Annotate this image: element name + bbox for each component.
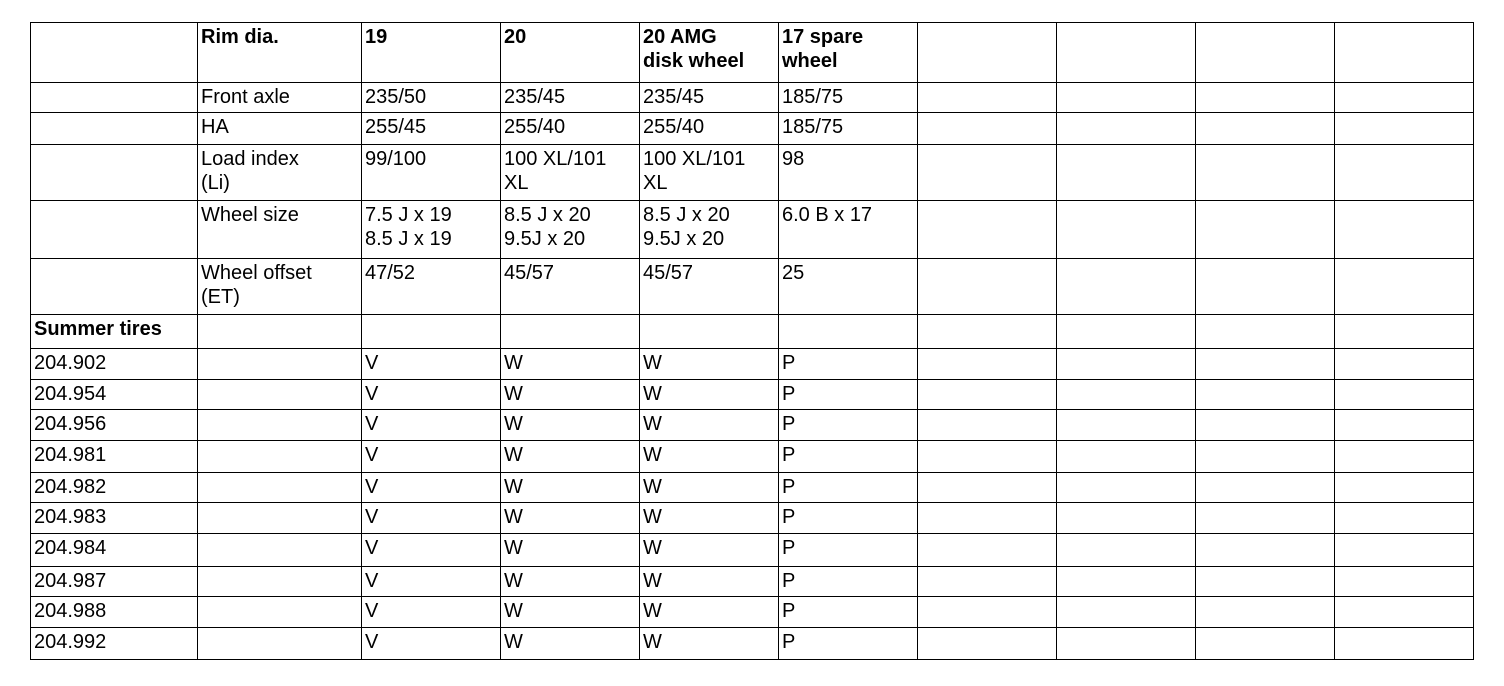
empty-cell <box>1335 441 1474 473</box>
model-id: 204.984 <box>31 534 198 567</box>
empty-cell <box>1196 315 1335 349</box>
speed-rating: V <box>362 473 501 503</box>
empty-cell <box>1335 259 1474 315</box>
empty-cell <box>1057 473 1196 503</box>
header-row <box>31 23 1474 83</box>
model-id: 204.983 <box>31 503 198 534</box>
header-col-19: 19 <box>362 23 501 83</box>
speed-rating: P <box>779 410 918 441</box>
empty-cell <box>918 23 1057 83</box>
empty-cell <box>1057 201 1196 259</box>
empty-cell <box>198 473 362 503</box>
speed-rating: V <box>362 410 501 441</box>
model-id: 204.987 <box>31 567 198 597</box>
empty-cell <box>198 349 362 380</box>
summer-tires-heading: Summer tires <box>31 315 198 349</box>
speed-rating: W <box>640 349 779 380</box>
wheel-offset-value: 47/52 <box>362 259 501 315</box>
speed-rating: W <box>640 567 779 597</box>
empty-cell <box>1057 113 1196 145</box>
model-id: 204.956 <box>31 410 198 441</box>
empty-cell <box>1057 259 1196 315</box>
empty-cell <box>1057 534 1196 567</box>
empty-cell <box>1335 473 1474 503</box>
wheel-size-value: 6.0 B x 17 <box>779 201 918 259</box>
empty-cell <box>198 380 362 410</box>
empty-cell <box>1057 23 1196 83</box>
header-col-20-amg: 20 AMG disk wheel <box>640 23 779 83</box>
empty-cell <box>198 410 362 441</box>
model-row <box>31 349 1474 380</box>
load-index-label: Load index (Li) <box>198 145 362 201</box>
empty-cell <box>918 567 1057 597</box>
front-axle-value: 235/45 <box>640 83 779 113</box>
empty-cell <box>1196 534 1335 567</box>
speed-rating: W <box>501 534 640 567</box>
wheel-offset-value: 45/57 <box>501 259 640 315</box>
speed-rating: W <box>501 441 640 473</box>
empty-cell <box>918 534 1057 567</box>
wheel-offset-value: 25 <box>779 259 918 315</box>
model-id: 204.954 <box>31 380 198 410</box>
speed-rating: V <box>362 503 501 534</box>
empty-cell <box>1335 380 1474 410</box>
empty-cell <box>1196 201 1335 259</box>
ha-value: 255/45 <box>362 113 501 145</box>
empty-cell <box>1335 628 1474 660</box>
empty-cell <box>1196 349 1335 380</box>
model-row <box>31 503 1474 534</box>
empty-cell <box>1335 315 1474 349</box>
speed-rating: W <box>640 410 779 441</box>
speed-rating: W <box>640 628 779 660</box>
speed-rating: W <box>501 628 640 660</box>
empty-cell <box>1057 503 1196 534</box>
empty-cell <box>1057 410 1196 441</box>
model-row <box>31 567 1474 597</box>
empty-cell <box>918 628 1057 660</box>
ha-value: 185/75 <box>779 113 918 145</box>
model-id: 204.992 <box>31 628 198 660</box>
speed-rating: V <box>362 567 501 597</box>
speed-rating: P <box>779 534 918 567</box>
empty-cell <box>1196 380 1335 410</box>
empty-cell <box>1335 567 1474 597</box>
empty-cell <box>1335 503 1474 534</box>
speed-rating: V <box>362 380 501 410</box>
model-row <box>31 628 1474 660</box>
wheel-size-value: 8.5 J x 20 9.5J x 20 <box>501 201 640 259</box>
front-axle-row <box>31 83 1474 113</box>
wheel-offset-row <box>31 259 1474 315</box>
model-row <box>31 473 1474 503</box>
rim-dia-header: Rim dia. <box>198 23 362 83</box>
speed-rating: V <box>362 349 501 380</box>
empty-cell <box>1335 597 1474 628</box>
empty-cell <box>918 145 1057 201</box>
wheel-size-label: Wheel size <box>198 201 362 259</box>
header-corner-cell <box>31 23 198 83</box>
model-row <box>31 534 1474 567</box>
wheel-offset-value: 45/57 <box>640 259 779 315</box>
empty-cell <box>1196 145 1335 201</box>
empty-cell <box>918 441 1057 473</box>
summer-tires-section-row <box>31 315 1474 349</box>
load-index-value: 100 XL/101 XL <box>501 145 640 201</box>
empty-cell <box>640 315 779 349</box>
speed-rating: W <box>640 473 779 503</box>
wheel-size-row <box>31 201 1474 259</box>
empty-cell <box>1196 567 1335 597</box>
speed-rating: W <box>501 380 640 410</box>
empty-cell <box>1335 113 1474 145</box>
ha-value: 255/40 <box>640 113 779 145</box>
empty-cell <box>1335 410 1474 441</box>
empty-cell <box>198 534 362 567</box>
front-axle-value: 185/75 <box>779 83 918 113</box>
empty-cell <box>1196 410 1335 441</box>
empty-cell <box>1335 534 1474 567</box>
model-row <box>31 441 1474 473</box>
empty-cell <box>918 473 1057 503</box>
empty-cell <box>1335 201 1474 259</box>
front-axle-label: Front axle <box>198 83 362 113</box>
empty-cell <box>918 503 1057 534</box>
load-index-value: 99/100 <box>362 145 501 201</box>
empty-cell <box>918 259 1057 315</box>
empty-cell <box>1196 597 1335 628</box>
empty-cell <box>362 315 501 349</box>
speed-rating: P <box>779 597 918 628</box>
wheel-size-value: 8.5 J x 20 9.5J x 20 <box>640 201 779 259</box>
model-id: 204.902 <box>31 349 198 380</box>
empty-cell <box>198 597 362 628</box>
empty-cell <box>1196 259 1335 315</box>
speed-rating: P <box>779 503 918 534</box>
speed-rating: W <box>501 349 640 380</box>
speed-rating: W <box>501 410 640 441</box>
empty-cell <box>1057 567 1196 597</box>
empty-cell <box>1335 145 1474 201</box>
tire-spec-table <box>30 22 1474 660</box>
header-col-20: 20 <box>501 23 640 83</box>
speed-rating: P <box>779 349 918 380</box>
speed-rating: V <box>362 597 501 628</box>
empty-cell <box>501 315 640 349</box>
empty-cell <box>1335 23 1474 83</box>
empty-cell <box>918 201 1057 259</box>
empty-cell <box>31 83 198 113</box>
empty-cell <box>31 145 198 201</box>
empty-cell <box>198 628 362 660</box>
speed-rating: W <box>640 597 779 628</box>
empty-cell <box>31 201 198 259</box>
model-id: 204.982 <box>31 473 198 503</box>
empty-cell <box>779 315 918 349</box>
empty-cell <box>918 315 1057 349</box>
model-id: 204.988 <box>31 597 198 628</box>
load-index-row <box>31 145 1474 201</box>
empty-cell <box>198 441 362 473</box>
header-col-17-spare: 17 spare wheel <box>779 23 918 83</box>
empty-cell <box>1057 83 1196 113</box>
empty-cell <box>1196 83 1335 113</box>
empty-cell <box>1196 23 1335 83</box>
speed-rating: V <box>362 628 501 660</box>
speed-rating: W <box>501 473 640 503</box>
speed-rating: P <box>779 473 918 503</box>
empty-cell <box>1057 597 1196 628</box>
speed-rating: P <box>779 567 918 597</box>
speed-rating: W <box>640 380 779 410</box>
empty-cell <box>1196 473 1335 503</box>
empty-cell <box>918 113 1057 145</box>
empty-cell <box>198 315 362 349</box>
front-axle-value: 235/50 <box>362 83 501 113</box>
empty-cell <box>1335 349 1474 380</box>
empty-cell <box>1335 83 1474 113</box>
speed-rating: P <box>779 380 918 410</box>
empty-cell <box>1057 315 1196 349</box>
empty-cell <box>31 113 198 145</box>
speed-rating: W <box>640 441 779 473</box>
empty-cell <box>1057 628 1196 660</box>
empty-cell <box>918 349 1057 380</box>
empty-cell <box>918 83 1057 113</box>
speed-rating: V <box>362 441 501 473</box>
front-axle-value: 235/45 <box>501 83 640 113</box>
ha-value: 255/40 <box>501 113 640 145</box>
ha-row <box>31 113 1474 145</box>
empty-cell <box>198 567 362 597</box>
empty-cell <box>918 410 1057 441</box>
speed-rating: P <box>779 628 918 660</box>
load-index-value: 100 XL/101 XL <box>640 145 779 201</box>
empty-cell <box>31 259 198 315</box>
table-body <box>31 23 1474 660</box>
empty-cell <box>1196 628 1335 660</box>
empty-cell <box>918 597 1057 628</box>
model-row <box>31 597 1474 628</box>
empty-cell <box>1196 441 1335 473</box>
model-row <box>31 410 1474 441</box>
model-row <box>31 380 1474 410</box>
speed-rating: W <box>501 597 640 628</box>
speed-rating: W <box>501 503 640 534</box>
empty-cell <box>1057 145 1196 201</box>
load-index-value: 98 <box>779 145 918 201</box>
speed-rating: P <box>779 441 918 473</box>
empty-cell <box>1057 349 1196 380</box>
speed-rating: W <box>640 503 779 534</box>
speed-rating: W <box>640 534 779 567</box>
speed-rating: W <box>501 567 640 597</box>
empty-cell <box>918 380 1057 410</box>
empty-cell <box>198 503 362 534</box>
wheel-offset-label: Wheel offset (ET) <box>198 259 362 315</box>
ha-label: HA <box>198 113 362 145</box>
empty-cell <box>1057 380 1196 410</box>
empty-cell <box>1196 503 1335 534</box>
wheel-size-value: 7.5 J x 19 8.5 J x 19 <box>362 201 501 259</box>
empty-cell <box>1057 441 1196 473</box>
speed-rating: V <box>362 534 501 567</box>
model-id: 204.981 <box>31 441 198 473</box>
empty-cell <box>1196 113 1335 145</box>
